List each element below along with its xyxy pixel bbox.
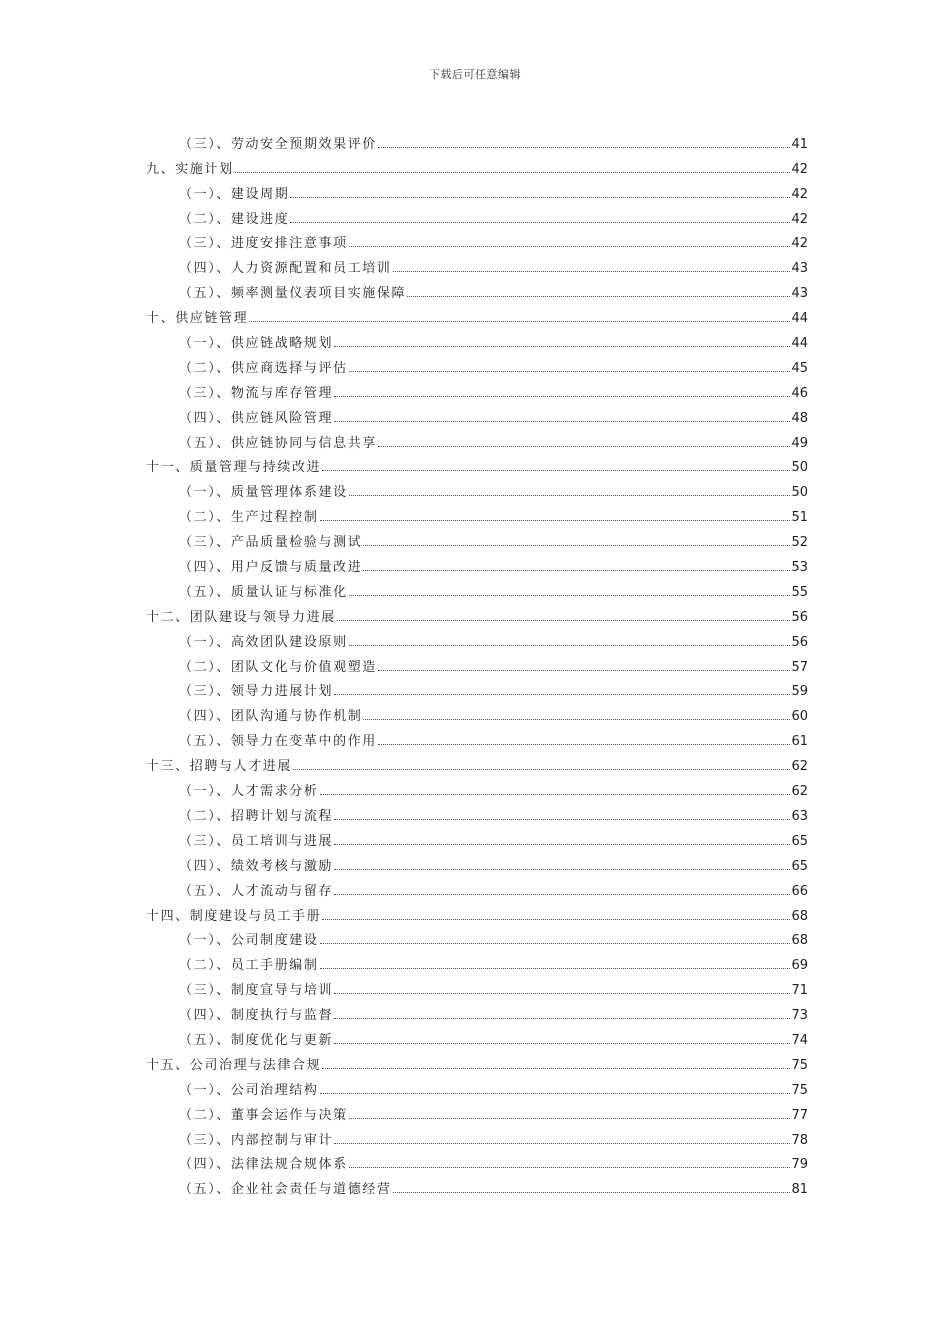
toc-page-number: 46 (791, 385, 808, 401)
toc-page-number: 68 (791, 908, 808, 924)
toc-entry-title: （二）、供应商选择与评估 (179, 360, 348, 376)
toc-entry-title: （二）、团队文化与价值观塑造 (179, 659, 377, 675)
toc-entry-title: （三）、进度安排注意事项 (179, 236, 348, 252)
toc-dot-leader (293, 769, 790, 770)
toc-dot-leader (349, 1167, 791, 1168)
toc-page-number: 65 (791, 833, 808, 849)
toc-chapter-entry[interactable] (146, 301, 808, 326)
toc-page-number: 78 (791, 1132, 808, 1148)
toc-entry-title: （五）、人才流动与留存 (179, 883, 334, 899)
toc-section-entry[interactable] (146, 525, 808, 550)
toc-section-entry[interactable] (146, 351, 808, 376)
toc-dot-leader (363, 719, 790, 720)
toc-entry-title: （三）、制度宣导与培训 (179, 983, 334, 999)
toc-page-number: 73 (791, 1008, 808, 1024)
toc-section-entry[interactable] (146, 276, 808, 301)
toc-dot-leader (363, 570, 790, 571)
toc-entry-title: 十五、公司治理与法律合规 (146, 1057, 322, 1073)
toc-section-entry[interactable] (146, 475, 808, 500)
toc-dot-leader (290, 222, 790, 223)
toc-section-entry[interactable] (146, 948, 808, 973)
toc-page-number: 44 (791, 311, 808, 327)
toc-page-number: 48 (791, 410, 808, 426)
toc-dot-leader (378, 147, 791, 148)
toc-entry-title: （三）、劳动安全预期效果评价 (179, 136, 377, 152)
toc-page-number: 43 (791, 261, 808, 277)
toc-dot-leader (349, 595, 791, 596)
toc-dot-leader (378, 446, 791, 447)
toc-section-entry[interactable] (146, 251, 808, 276)
toc-dot-leader (334, 1143, 790, 1144)
toc-entry-title: （二）、建设进度 (179, 211, 290, 227)
toc-dot-leader (407, 296, 790, 297)
toc-page-number: 79 (791, 1157, 808, 1173)
toc-dot-leader (363, 545, 790, 546)
toc-section-entry[interactable] (146, 1172, 808, 1197)
toc-dot-leader (393, 1192, 791, 1193)
toc-section-entry[interactable] (146, 625, 808, 650)
toc-entry-title: （一）、建设周期 (179, 186, 290, 202)
toc-page-number: 41 (791, 136, 808, 152)
toc-dot-leader (334, 421, 790, 422)
toc-section-entry[interactable] (146, 177, 808, 202)
toc-dot-leader (322, 470, 790, 471)
toc-page-number: 68 (791, 933, 808, 949)
toc-entry-title: （一）、高效团队建设原则 (179, 634, 348, 650)
toc-section-entry[interactable] (146, 202, 808, 227)
toc-page-number: 71 (791, 983, 808, 999)
toc-dot-leader (322, 919, 790, 920)
toc-dot-leader (349, 1118, 791, 1119)
toc-page-number: 56 (791, 634, 808, 650)
toc-section-entry[interactable] (146, 924, 808, 949)
toc-section-entry[interactable] (146, 227, 808, 252)
toc-entry-title: （三）、物流与库存管理 (179, 385, 334, 401)
toc-entry-title: （五）、企业社会责任与道德经营 (179, 1182, 392, 1198)
toc-dot-leader (322, 1068, 790, 1069)
toc-entry-title: （五）、领导力在变革中的作用 (179, 734, 377, 750)
toc-page-number: 50 (791, 460, 808, 476)
toc-entry-title: （三）、内部控制与审计 (179, 1132, 334, 1148)
toc-page-number: 62 (791, 784, 808, 800)
toc-dot-leader (349, 495, 791, 496)
toc-entry-title: （二）、生产过程控制 (179, 510, 319, 526)
toc-section-entry[interactable] (146, 699, 808, 724)
toc-dot-leader (334, 819, 790, 820)
toc-dot-leader (334, 346, 790, 347)
toc-page-number: 60 (791, 709, 808, 725)
toc-dot-leader (334, 1043, 790, 1044)
toc-page-number: 59 (791, 684, 808, 700)
toc-entry-title: （四）、供应链风险管理 (179, 410, 334, 426)
toc-page-number: 57 (791, 659, 808, 675)
toc-section-entry[interactable] (146, 874, 808, 899)
toc-entry-title: （三）、员工培训与进展 (179, 833, 334, 849)
toc-entry-title: 十二、团队建设与领导力进展 (146, 609, 336, 625)
toc-section-entry[interactable] (146, 724, 808, 749)
toc-dot-leader (334, 993, 790, 994)
toc-page-number: 62 (791, 759, 808, 775)
toc-chapter-entry[interactable] (146, 749, 808, 774)
toc-dot-leader (290, 197, 790, 198)
table-of-contents (146, 127, 808, 1197)
toc-entry-title: （二）、招聘计划与流程 (179, 808, 334, 824)
toc-entry-title: （四）、团队沟通与协作机制 (179, 709, 363, 725)
toc-page-number: 53 (791, 560, 808, 576)
toc-entry-title: （三）、领导力进展计划 (179, 684, 334, 700)
toc-page-number: 42 (791, 161, 808, 177)
toc-page-number: 51 (791, 510, 808, 526)
toc-entry-title: （五）、制度优化与更新 (179, 1032, 334, 1048)
toc-dot-leader (349, 645, 791, 646)
toc-page-number: 43 (791, 286, 808, 302)
toc-page-number: 75 (791, 1057, 808, 1073)
toc-dot-leader (337, 620, 791, 621)
toc-dot-leader (235, 172, 791, 173)
toc-entry-title: （五）、供应链协同与信息共享 (179, 435, 377, 451)
toc-section-entry[interactable] (146, 824, 808, 849)
toc-page-number: 44 (791, 336, 808, 352)
toc-dot-leader (320, 968, 791, 969)
toc-dot-leader (320, 1093, 791, 1094)
toc-section-entry[interactable] (146, 127, 808, 152)
toc-entry-title: （四）、制度执行与监督 (179, 1008, 334, 1024)
toc-page-number: 66 (791, 883, 808, 899)
toc-dot-leader (349, 371, 791, 372)
toc-entry-title: （一）、公司治理结构 (179, 1082, 319, 1098)
toc-dot-leader (378, 670, 791, 671)
toc-dot-leader (334, 869, 790, 870)
toc-page-number: 69 (791, 958, 808, 974)
toc-dot-leader (334, 894, 790, 895)
toc-section-entry[interactable] (146, 575, 808, 600)
toc-entry-title: （五）、质量认证与标准化 (179, 584, 348, 600)
toc-section-entry[interactable] (146, 401, 808, 426)
toc-dot-leader (320, 943, 791, 944)
toc-section-entry[interactable] (146, 973, 808, 998)
toc-entry-title: （四）、绩效考核与激励 (179, 858, 334, 874)
toc-section-entry[interactable] (146, 1123, 808, 1148)
toc-entry-title: 十四、制度建设与员工手册 (146, 908, 322, 924)
toc-dot-leader (249, 321, 790, 322)
toc-section-entry[interactable] (146, 774, 808, 799)
toc-page-number: 77 (791, 1107, 808, 1123)
toc-entry-title: （三）、产品质量检验与测试 (179, 535, 363, 551)
toc-page-number: 42 (791, 186, 808, 202)
toc-section-entry[interactable] (146, 849, 808, 874)
toc-entry-title: （一）、质量管理体系建设 (179, 485, 348, 501)
toc-dot-leader (334, 844, 790, 845)
toc-section-entry[interactable] (146, 675, 808, 700)
toc-entry-title: 十、供应链管理 (146, 311, 249, 327)
toc-entry-title: （二）、董事会运作与决策 (179, 1107, 348, 1123)
toc-entry-title: （一）、公司制度建设 (179, 933, 319, 949)
toc-page-number: 45 (791, 360, 808, 376)
toc-page-number: 55 (791, 584, 808, 600)
toc-section-entry[interactable] (146, 1073, 808, 1098)
toc-chapter-entry[interactable] (146, 152, 808, 177)
toc-section-entry[interactable] (146, 799, 808, 824)
toc-entry-title: 十一、质量管理与持续改进 (146, 460, 322, 476)
toc-page-number: 50 (791, 485, 808, 501)
toc-section-entry[interactable] (146, 1023, 808, 1048)
toc-entry-title: （二）、员工手册编制 (179, 958, 319, 974)
toc-dot-leader (320, 520, 791, 521)
toc-dot-leader (349, 246, 791, 247)
toc-page-number: 81 (791, 1182, 808, 1198)
toc-entry-title: （四）、用户反馈与质量改进 (179, 560, 363, 576)
toc-page-number: 61 (791, 734, 808, 750)
toc-entry-title: （一）、供应链战略规划 (179, 336, 334, 352)
toc-entry-title: （一）、人才需求分析 (179, 784, 319, 800)
toc-dot-leader (393, 271, 791, 272)
toc-chapter-entry[interactable] (146, 899, 808, 924)
toc-page-number: 42 (791, 236, 808, 252)
toc-page-number: 49 (791, 435, 808, 451)
toc-dot-leader (334, 694, 790, 695)
toc-entry-title: （四）、法律法规合规体系 (179, 1157, 348, 1173)
toc-dot-leader (334, 396, 790, 397)
page-header: 下载后可任意编辑 (429, 68, 521, 81)
toc-page-number: 42 (791, 211, 808, 227)
toc-entry-title: （五）、频率测量仪表项目实施保障 (179, 286, 407, 302)
toc-section-entry[interactable] (146, 1148, 808, 1173)
toc-section-entry[interactable] (146, 650, 808, 675)
toc-page-number: 74 (791, 1032, 808, 1048)
toc-page-number: 75 (791, 1082, 808, 1098)
toc-section-entry[interactable] (146, 550, 808, 575)
toc-dot-leader (378, 744, 791, 745)
toc-chapter-entry[interactable] (146, 451, 808, 476)
toc-entry-title: 九、实施计划 (146, 161, 234, 177)
toc-section-entry[interactable] (146, 426, 808, 451)
toc-page-number: 56 (791, 609, 808, 625)
toc-page-number: 52 (791, 535, 808, 551)
toc-dot-leader (320, 794, 791, 795)
toc-section-entry[interactable] (146, 1098, 808, 1123)
toc-section-entry[interactable] (146, 998, 808, 1023)
toc-dot-leader (334, 1018, 790, 1019)
toc-section-entry[interactable] (146, 326, 808, 351)
toc-entry-title: 十三、招聘与人才进展 (146, 759, 293, 775)
toc-section-entry[interactable] (146, 376, 808, 401)
toc-chapter-entry[interactable] (146, 600, 808, 625)
toc-page-number: 65 (791, 858, 808, 874)
toc-chapter-entry[interactable] (146, 1048, 808, 1073)
toc-section-entry[interactable] (146, 500, 808, 525)
toc-entry-title: （四）、人力资源配置和员工培训 (179, 261, 392, 277)
toc-page-number: 63 (791, 808, 808, 824)
